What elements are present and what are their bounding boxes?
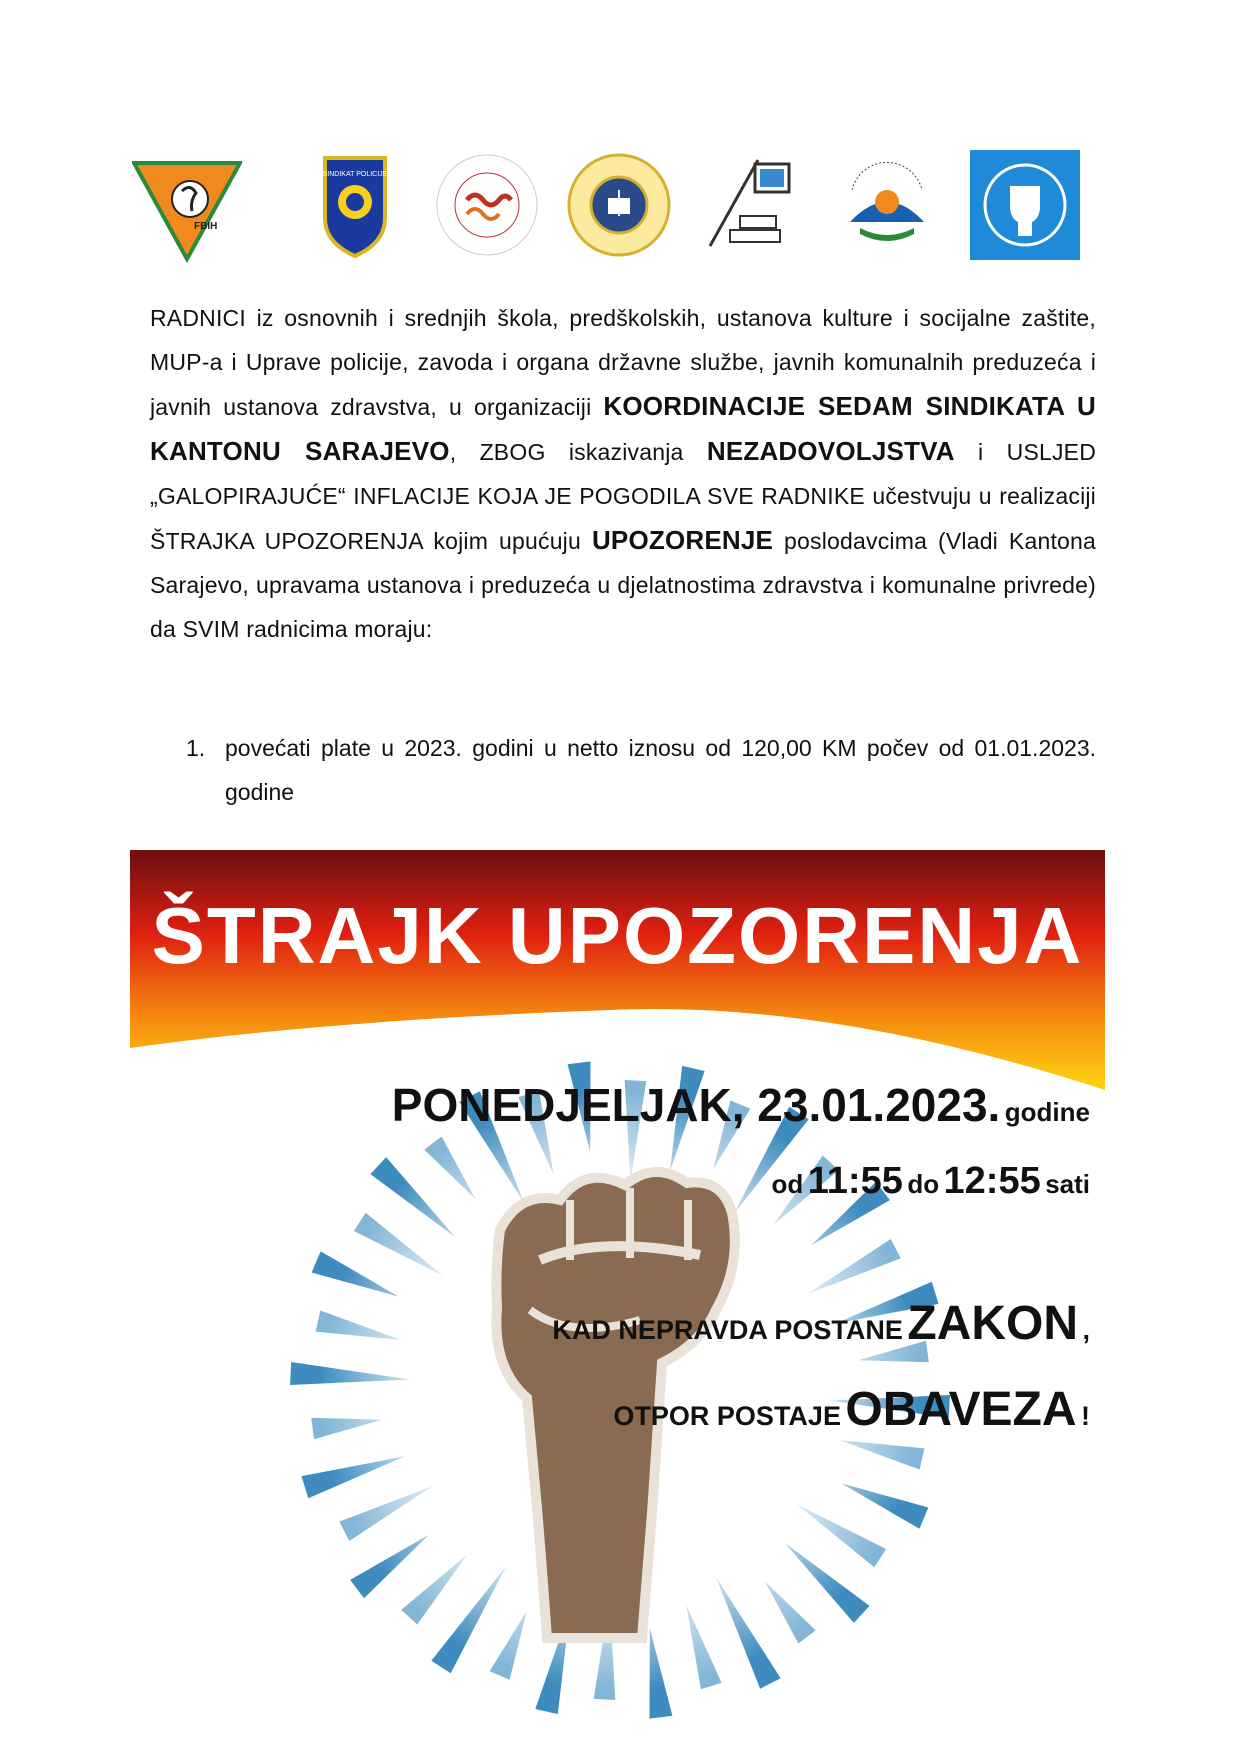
- svg-text:SINDIKAT POLICIJE: SINDIKAT POLICIJE: [322, 171, 388, 178]
- time-end: 12:55: [943, 1160, 1041, 1202]
- event-date: [392, 1078, 1090, 1132]
- slogan-line-2-end: !: [1081, 1401, 1090, 1431]
- slogan-line-2-text: OTPOR POSTAJE: [613, 1401, 841, 1431]
- event-date-value: PONEDJELJAK, 23.01.2023.: [391, 1079, 1001, 1131]
- slogan-line-2: [613, 1382, 1090, 1437]
- intro-text-part3: poslodavcima (Vladi Kantona Sarajevo, upravama ustanova i preduzeća u djelatnostima zdravstva i komunalne privrede) da SVIM radnicima moraju:: [150, 528, 1097, 642]
- slogan-line-1: [552, 1296, 1090, 1351]
- slogan-line-1-text: KAD NEPRAVDA POSTANE: [552, 1315, 903, 1345]
- list-item-number: 1.: [186, 735, 206, 761]
- slogan-line-1-end: ,: [1082, 1315, 1090, 1345]
- zbog-text: , ZBOG: [449, 439, 546, 465]
- banner-title: ŠTRAJK UPOZORENJA: [151, 891, 1084, 980]
- event-date-suffix: godine: [1004, 1097, 1090, 1127]
- demands-list: [150, 726, 1096, 814]
- time-od-label: od: [771, 1169, 804, 1199]
- communal-union-logo: [832, 150, 942, 260]
- logos-row: [140, 150, 1100, 270]
- slogan-obaveza: OBAVEZA: [845, 1383, 1077, 1436]
- time-do-label: do: [907, 1169, 940, 1199]
- slogan-zakon: ZAKON: [907, 1297, 1079, 1350]
- health-union-fist-logo: [970, 150, 1080, 260]
- list-item: povećati plate u 2023. godini u netto iznosu od 120,00 KM počev od 01.01.2023. godine: [225, 735, 1096, 805]
- fbih-triangle-logo: [132, 156, 242, 266]
- iskazivanja-text: iskazivanja: [568, 439, 684, 465]
- intro-text-part2: i USLJED „GALOPIRAJUĆE“ INFLACIJE KOJA JE POGODILA SVE RADNIKE učestvuju u realizaciji ŠTRAJKA UPOZORENJA kojim upućuju: [150, 439, 1097, 554]
- upozorenje-text: UPOZORENJE: [591, 525, 774, 555]
- state-employees-union-logo: [564, 150, 674, 260]
- coordination-name: KOORDINACIJE SEDAM SINDIKATA U KANTONU SARAJEVO: [150, 391, 1096, 466]
- education-union-logo: [432, 150, 542, 260]
- svg-text:FBIH: FBIH: [194, 221, 218, 232]
- time-start: 11:55: [807, 1160, 903, 1202]
- time-sati-label: sati: [1045, 1169, 1090, 1199]
- computer-graphic-logo: [700, 150, 810, 260]
- intro-text-part1: RADNICI iz osnovnih i srednjih škola, predškolskih, ustanova kulture i socijalne zaštite, MUP-a i Uprave policije, zavoda i organa državne službe, javnih komunalnih preduzeća i javnih ustanova zdravstva, u organizaciji: [150, 305, 1096, 420]
- event-time: [772, 1160, 1090, 1203]
- nezadovoljstva-text: NEZADOVOLJSTVA: [706, 436, 955, 466]
- police-union-badge-logo: [300, 150, 410, 260]
- intro-paragraph: [150, 296, 1096, 651]
